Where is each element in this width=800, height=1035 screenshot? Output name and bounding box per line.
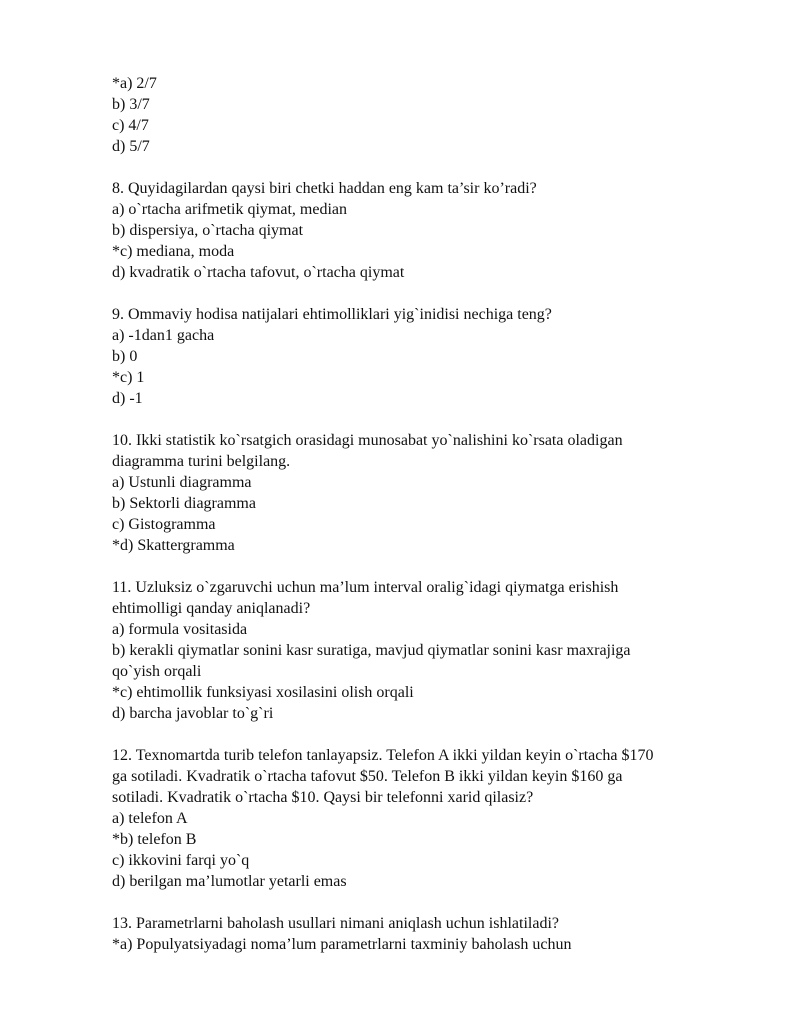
option-b-continued: qo`yish orqali — [112, 663, 202, 680]
option-b: b) kerakli qiymatlar sonini kasr suratiga, mavjud qiymatlar sonini kasr maxrajiga — [112, 642, 631, 659]
option-b: b) 3/7 — [112, 96, 150, 113]
option-a: a) o`rtacha arifmetik qiymat, median — [112, 201, 348, 218]
option-a: a) -1dan1 gacha — [112, 327, 215, 344]
question-text: 13. Parametrlarni baholash usullari nimani aniqlash uchun ishlatiladi? — [112, 915, 559, 932]
question-text: 9. Ommaviy hodisa natijalari ehtimolliklari yig`inidisi nechiga teng? — [112, 306, 552, 323]
question-11 — [112, 577, 762, 724]
option-d: d) barcha javoblar to`g`ri — [112, 705, 274, 722]
option-c: *c) ehtimollik funksiyasi xosilasini olish orqali — [112, 684, 414, 701]
question-12 — [112, 745, 762, 892]
question-text: 8. Quyidagilardan qaysi biri chetki haddan eng kam ta’sir ko’radi? — [112, 180, 537, 197]
question-text: 11. Uzluksiz o`zgaruvchi uchun ma’lum interval oralig`idagi qiymatga erishish — [112, 579, 619, 596]
question-7-options — [112, 73, 762, 157]
document-page — [112, 73, 762, 976]
option-a: a) Ustunli diagramma — [112, 474, 252, 491]
option-c: *c) 1 — [112, 369, 145, 386]
option-d: d) -1 — [112, 390, 143, 407]
option-a: *a) 2/7 — [112, 75, 157, 92]
question-text: 10. Ikki statistik ko`rsatgich orasidagi munosabat yo`nalishini ko`rsata oladigan — [112, 432, 623, 449]
option-d: d) berilgan ma’lumotlar yetarli emas — [112, 873, 347, 890]
option-a: a) formula vositasida — [112, 621, 248, 638]
option-d: *d) Skattergramma — [112, 537, 235, 554]
question-10 — [112, 430, 762, 556]
option-a: *a) Populyatsiyadagi noma’lum parametrlarni taxminiy baholash uchun — [112, 936, 572, 953]
question-text-continued: ga sotiladi. Kvadratik o`rtacha tafovut $50. Telefon B ikki yildan keyin $160 ga — [112, 768, 623, 785]
question-8 — [112, 178, 762, 283]
question-13 — [112, 913, 762, 955]
option-d: d) kvadratik o`rtacha tafovut, o`rtacha qiymat — [112, 264, 405, 281]
option-c: c) 4/7 — [112, 117, 149, 134]
option-b: b) Sektorli diagramma — [112, 495, 256, 512]
option-c: c) ikkovini farqi yo`q — [112, 852, 250, 869]
option-b: b) 0 — [112, 348, 138, 365]
option-b: *b) telefon B — [112, 831, 197, 848]
question-text-continued: ehtimolligi qanday aniqlanadi? — [112, 600, 311, 617]
question-9 — [112, 304, 762, 409]
question-text-continued: diagramma turini belgilang. — [112, 453, 291, 470]
question-text-continued: sotiladi. Kvadratik o`rtacha $10. Qaysi bir telefonni xarid qilasiz? — [112, 789, 534, 806]
option-a: a) telefon A — [112, 810, 188, 827]
option-c: c) Gistogramma — [112, 516, 216, 533]
option-c: *c) mediana, moda — [112, 243, 235, 260]
question-text: 12. Texnomartda turib telefon tanlayapsiz. Telefon A ikki yildan keyin o`rtacha $170 — [112, 747, 654, 764]
option-b: b) dispersiya, o`rtacha qiymat — [112, 222, 304, 239]
option-d: d) 5/7 — [112, 138, 150, 155]
